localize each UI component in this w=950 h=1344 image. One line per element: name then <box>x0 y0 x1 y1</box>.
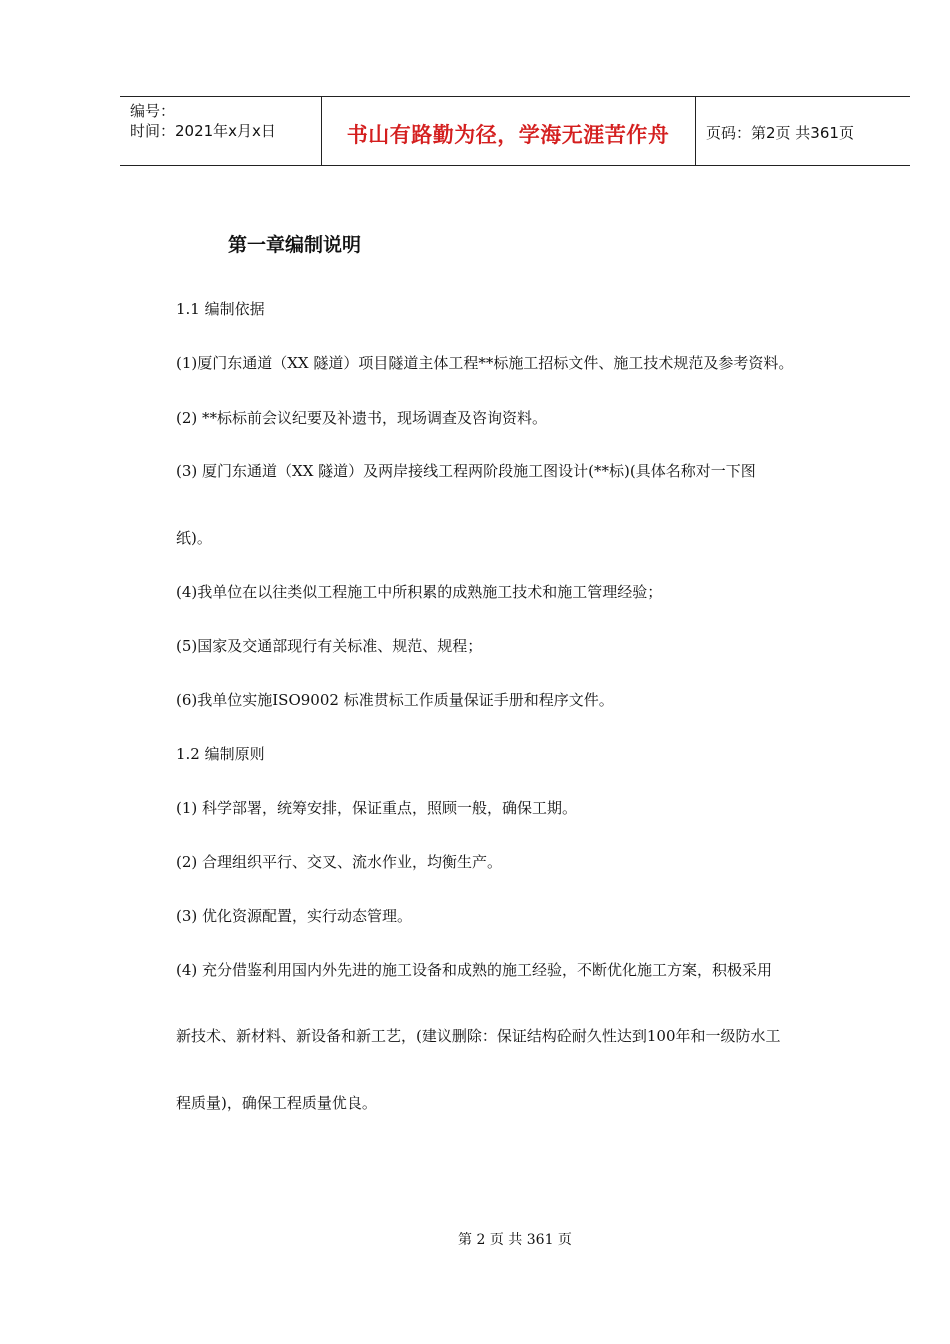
document-header <box>120 96 910 166</box>
paragraph-line: (5)国家及交通部现行有关标准、规范、规程； <box>176 637 483 655</box>
paragraph-line: (4) 充分借鉴利用国内外先进的施工设备和成熟的施工经验，不断优化施工方案，积极采用 <box>176 961 773 979</box>
paragraph-line: (2) **标标前会议纪要及补遗书，现场调查及咨询资料。 <box>176 409 548 427</box>
paragraph-line: 新技术、新材料、新设备和新工艺，(建议删除：保证结构砼耐久性达到100年和一级防水工 <box>176 1027 781 1045</box>
paragraph-line: (3) 优化资源配置，实行动态管理。 <box>176 907 413 925</box>
paragraph-line: (3) 厦门东通道（XX 隧道）及两岸接线工程两阶段施工图设计(**标)(具体名称对一下图 <box>176 462 756 480</box>
header-slogan-cell <box>321 97 696 165</box>
paragraph-line: (1)厦门东通道（XX 隧道）项目隧道主体工程**标施工招标文件、施工技术规范及参考资料。 <box>176 354 794 372</box>
paragraph-line: (2) 合理组织平行、交叉、流水作业，均衡生产。 <box>176 853 503 871</box>
paragraph-line: (6)我单位实施ISO9002 标准贯标工作质量保证手册和程序文件。 <box>176 691 614 709</box>
paragraph-line: (1) 科学部署，统筹安排，保证重点，照顾一般，确保工期。 <box>176 799 578 817</box>
header-page-cell <box>696 97 910 165</box>
section-heading: 1.1 编制依据 <box>176 300 265 318</box>
chapter-title: 第一章编制说明 <box>228 234 362 256</box>
paragraph-line: 纸)。 <box>176 529 212 547</box>
header-meta-cell <box>120 97 322 165</box>
header-page-info: 页码：第2页 共361页 <box>706 124 854 142</box>
document-time-label: 时间：2021年x月x日 <box>130 122 276 140</box>
paragraph-line: 程质量)，确保工程质量优良。 <box>176 1094 377 1112</box>
header-slogan: 书山有路勤为径，学海无涯苦作舟 <box>346 123 670 147</box>
document-number-label: 编号： <box>130 102 176 120</box>
paragraph-line: (4)我单位在以往类似工程施工中所积累的成熟施工技术和施工管理经验； <box>176 583 663 601</box>
section-heading: 1.2 编制原则 <box>176 745 265 763</box>
page-footer: 第 2 页 共 361 页 <box>458 1232 572 1248</box>
